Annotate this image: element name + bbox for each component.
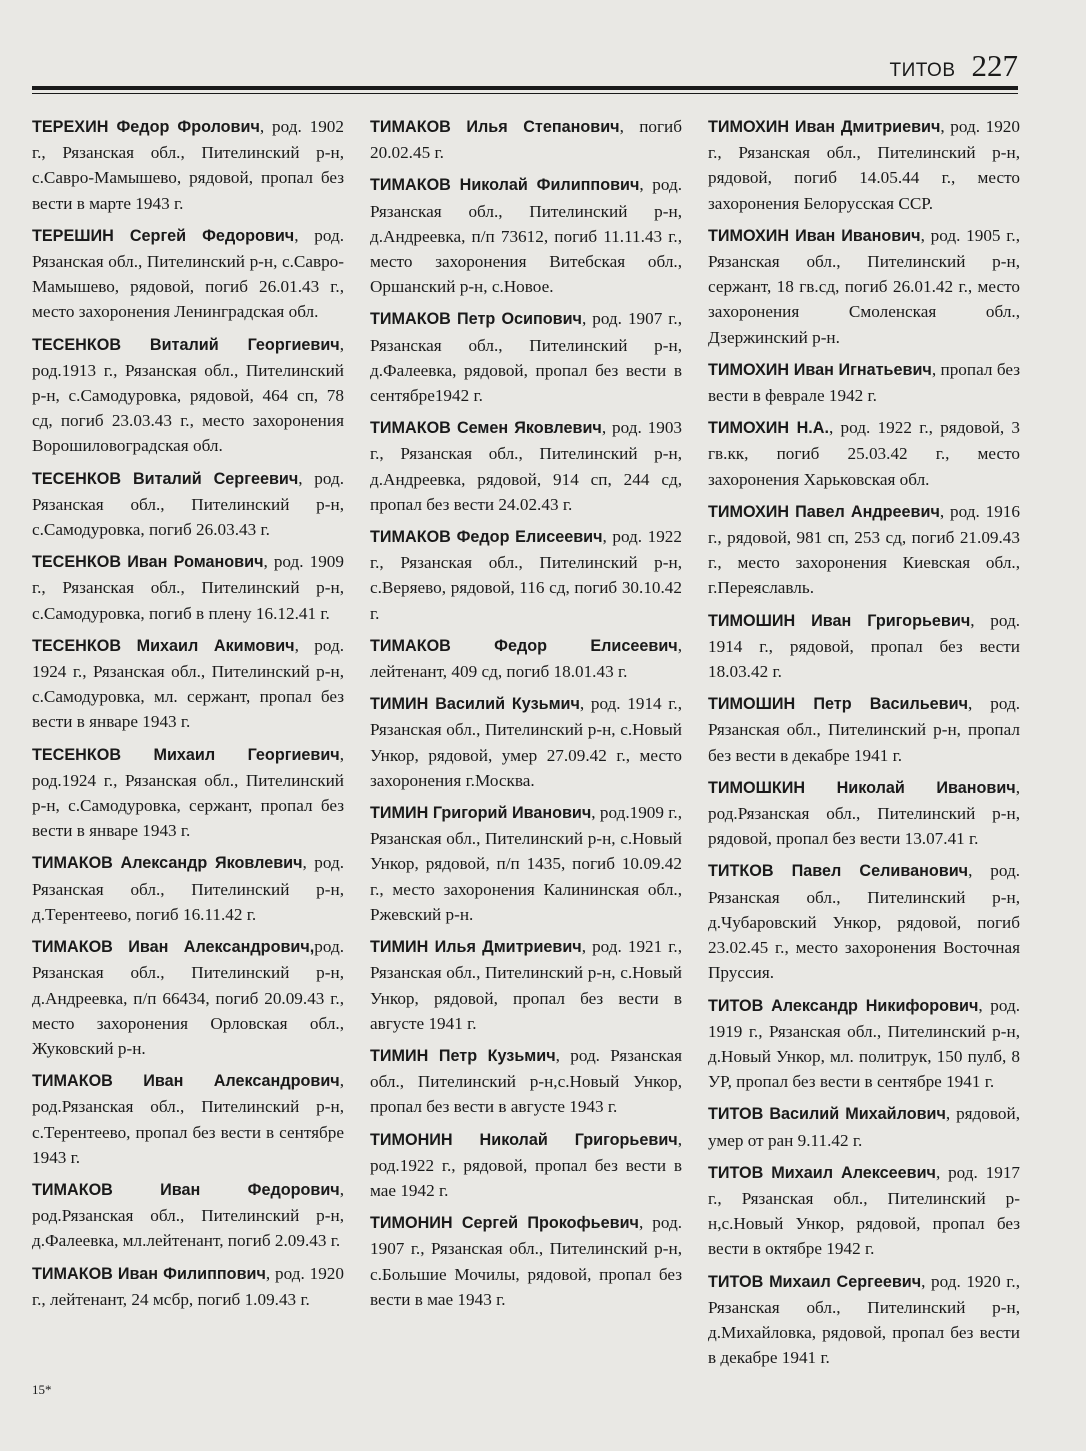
entry-name: ТИМАКОВ Федор Елисеевич [370, 528, 603, 547]
entry-name: ТИМАКОВ Иван Филиппович [32, 1264, 266, 1283]
entry-details: , род. Рязанская обл., Пителинский р-н, с.Самодуровка, погиб 26.03.43 г. [32, 468, 344, 540]
entry-name: ТИМАКОВ Иван Александрович [32, 1072, 340, 1091]
entry [32, 223, 344, 325]
entry [708, 608, 1020, 685]
entry-name: ТИМОХИН Иван Игнатьевич [708, 360, 932, 379]
entry [32, 934, 344, 1061]
entry-details: , род. 1919 г., Рязанская обл., Пителинский р-н, д.Новый Ункор, мл. политрук, 150 пулб, 8 УР, пропал без вести в сентябре 1941 г. [708, 995, 1020, 1092]
entry-details: , погиб 20.02.45 г. [370, 117, 682, 163]
entry [32, 742, 344, 844]
entry-name: ТИМОНИН Николай Григорьевич [370, 1130, 678, 1149]
entry-details: , род. 1921 г., Рязанская обл., Пителинский р-н, с.Новый Ункор, рядовой, пропал без вести в августе 1941 г. [370, 937, 682, 1033]
entry-name: ТИМИН Петр Кузьмич [370, 1046, 556, 1065]
entry-name: ТИТОВ Василий Михайлович [708, 1105, 946, 1124]
entry-name: ТИМОХИН Павел Андреевич [708, 502, 940, 521]
entry-details: , род.1909 г., Рязанская обл., Пителинский р-н, с.Новый Ункор, рядовой, п/п 1435, погиб 10.09.42 г., место захоронения Калининская обл., Ржевский р-н. [370, 803, 682, 924]
entry-details: , род. 1914 г., рядовой, пропал без вести 18.03.42 г. [708, 610, 1021, 682]
entry [32, 633, 344, 735]
entry-details: , род. 1920 г., Рязанская обл., Пителинский р-н, д.Михайловка, рядовой, пропал без вести в декабре 1941 г. [708, 1271, 1020, 1368]
entry-details: , род. Рязанская обл., Пителинский р-н,с.Новый Ункор, пропал без вести в августе 1943 г. [370, 1045, 682, 1117]
entry [708, 499, 1020, 601]
entry [370, 114, 682, 165]
signature-mark: 15* [32, 1382, 52, 1397]
entry [708, 1160, 1020, 1262]
entry-details: , род. Рязанская обл., Пителинский р-н, с.Савро-Мамышево, рядовой, погиб 26.01.43 г., место захоронения Ленинградская обл. [32, 225, 345, 322]
entry [370, 1043, 682, 1120]
entry-name: ТИТОВ Александр Никифорович [708, 996, 979, 1015]
entry-details: , род.Рязанская обл., Пителинский р-н, рядовой, пропал без вести 13.07.41 г. [708, 777, 1020, 849]
entry-details: , род. 1920 г., лейтенант, 24 мсбр, погиб 1.09.43 г. [32, 1263, 344, 1309]
entry-name: ТИМАКОВ Семен Яковлевич [370, 419, 602, 438]
entry-details: , род. Рязанская обл., Пителинский р-н, пропал без вести в декабре 1941 г. [708, 694, 1020, 765]
entry-details: , пропал без вести в феврале 1942 г. [708, 359, 1021, 406]
header-rule-thick [32, 86, 1018, 90]
entry-details: , род. Рязанская обл., Пителинский р-н, д.Терентеево, погиб 16.11.42 г. [32, 853, 345, 924]
entry-details: , род. 1905 г., Рязанская обл., Пителинский р-н, сержант, 18 гв.сд, погиб 26.01.42 г., место захоронения Смоленская обл., Дзержинский р-н. [708, 225, 1021, 347]
page-header [32, 48, 1018, 83]
entry-details: , род. 1902 г., Рязанская обл., Пителинский р-н, с.Савро-Мамышево, рядовой, пропал без вести в марте 1943 г. [32, 117, 344, 213]
entry [708, 114, 1020, 216]
entry-name: ТЕРЕХИН Федор Фролович [32, 118, 260, 136]
entry-name: ТИМОШИН Петр Васильевич [708, 695, 968, 714]
header-rule-thin [32, 93, 1018, 94]
entry-details: , род. 1922 г., рядовой, 3 гв.кк, погиб 25.03.42 г., место захоронения Харьковская обл. [708, 418, 1020, 489]
entry-details: род. Рязанская обл., Пителинский р-н, д.Андреевка, п/п 66434, погиб 20.09.43 г., место захоронения Орловская обл., Жуковский р-н. [32, 937, 344, 1058]
entry-name: ТИМАКОВ Федор Елисеевич [370, 636, 678, 655]
entry-details: , род.1924 г., Рязанская обл., Пителинский р-н, с.Самодуровка, сержант, пропал без вести в январе 1943 г. [32, 744, 344, 841]
entry-details: , род.Рязанская обл., Пителинский р-н, д.Фалеевка, мл.лейтенант, погиб 2.09.43 г. [32, 1179, 344, 1251]
entry-details: , род. 1907 г., Рязанская обл., Пителинский р-н, д.Фалеевка, рядовой, пропал без вести в сентябре1942 г. [370, 309, 683, 406]
column-middle [370, 114, 682, 1354]
entry [370, 934, 682, 1036]
entry-name: ТИТКОВ Павел Селиванович [708, 862, 969, 881]
entry [370, 1127, 682, 1204]
entry-name: ТЕРЕШИН Сергей Федорович [32, 226, 295, 245]
entry-name: ТИМИН Григорий Иванович [370, 804, 592, 823]
entry [370, 1210, 682, 1312]
entry [32, 850, 344, 927]
entry [370, 691, 682, 793]
entry-name: ТИМАКОВ Иван Александрович, [32, 938, 315, 957]
entry-details: , род. 1924 г., Рязанская обл., Пителинский р-н, с.Самодуровка, мл. сержант, пропал без вести в январе 1943 г. [32, 635, 344, 732]
entry-name: ТИМОШКИН Николай Иванович [708, 778, 1016, 797]
entry [370, 415, 682, 517]
entry-name: ТЕСЕНКОВ Михаил Георгиевич [32, 745, 340, 764]
entry-details: , род. 1903 г., Рязанская обл., Пителинский р-н, д.Андреевка, рядовой, 914 сп, 244 сд, пропал без вести 24.02.43 г. [370, 418, 683, 514]
entry-name: ТИМОХИН Иван Иванович [708, 226, 921, 245]
entry-name: ТИМОХИН Н.А. [708, 419, 829, 438]
entry-name: ТИМОШИН Иван Григорьевич [708, 611, 971, 630]
entry [708, 1101, 1020, 1152]
running-head: ТИТОВ [889, 60, 956, 81]
entry-details: , род. 1922 г., Рязанская обл., Пителинский р-н, с.Веряево, рядовой, 116 сд, погиб 30.10.42 г. [370, 527, 682, 623]
entry [32, 1177, 344, 1254]
entry-name: ТИТОВ Михаил Алексеевич [708, 1163, 936, 1182]
entry [708, 691, 1020, 768]
entry-details: , род. 1907 г., Рязанская обл., Пителинский р-н, с.Большие Мочилы, рядовой, пропал без вести в мае 1943 г. [370, 1213, 683, 1309]
entry [708, 223, 1020, 350]
entry-name: ТЕСЕНКОВ Виталий Сергеевич [32, 469, 299, 488]
entry-name: ТЕСЕНКОВ Виталий Георгиевич [32, 335, 340, 354]
entry-details: , род. 1909 г., Рязанская обл., Пителинский р-н, с.Самодуровка, погиб в плену 16.12.41 г. [32, 552, 344, 623]
entry [708, 775, 1020, 852]
entry [32, 332, 344, 459]
entry [708, 993, 1020, 1095]
entry [708, 415, 1020, 492]
entry-details: , род. Рязанская обл., Пителинский р-н, д.Чубаровский Ункор, рядовой, погиб 23.02.45 г., место захоронения Восточная Пруссия. [708, 861, 1020, 983]
entry [32, 549, 344, 626]
entry-name: ТИМАКОВ Илья Степанович [370, 118, 620, 136]
entry [370, 633, 682, 684]
entry [32, 1261, 344, 1312]
entry-details: , род.Рязанская обл., Пителинский р-н, с.Терентеево, пропал без вести в сентябре 1943 г. [32, 1071, 344, 1167]
entry [708, 1269, 1020, 1371]
entry-name: ТИМАКОВ Александр Яковлевич [32, 854, 303, 873]
entry-name: ТЕСЕНКОВ Михаил Акимович [32, 636, 295, 655]
entry [708, 357, 1020, 408]
entry-details: , рядовой, умер от ран 9.11.42 г. [708, 1104, 1020, 1150]
entry-name: ТИМИН Василий Кузьмич [370, 695, 580, 714]
entry-details: , лейтенант, 409 сд, погиб 18.01.43 г. [370, 635, 682, 682]
entry-name: ТИМОНИН Сергей Прокофьевич [370, 1214, 639, 1233]
entry-details: , род. 1914 г., Рязанская обл., Пителинский р-н, с.Новый Ункор, рядовой, умер 27.09.42 г., место захоронения г.Москва. [370, 694, 682, 790]
entry [370, 172, 682, 299]
entry-details: , род. Рязанская обл., Пителинский р-н, д.Андреевка, п/п 73612, погиб 11.11.43 г., место захоронения Витебская обл., Оршанский р-н, с.Новое. [370, 175, 683, 297]
entry-details: , род. 1917 г., Рязанская обл., Пителинский р-н,с.Новый Ункор, рядовой, пропал без вести в октябре 1942 г. [708, 1162, 1021, 1259]
entry [32, 114, 344, 216]
entry-details: , род.1913 г., Рязанская обл., Пителинский р-н, с.Самодуровка, рядовой, 464 сп, 78 сд, погиб 23.03.43 г., место захоронения Ворошиловоградская обл. [32, 334, 344, 456]
text-columns [32, 114, 1021, 1368]
column-left [32, 114, 344, 1354]
entry [370, 800, 682, 927]
entry-name: ТИТОВ Михаил Сергеевич [708, 1272, 922, 1291]
entry-name: ТИМАКОВ Петр Осипович [370, 310, 582, 329]
entry-name: ТИМИН Илья Дмитриевич [370, 938, 582, 957]
entry-details: , род. 1916 г., рядовой, 981 сп, 253 сд, погиб 21.09.43 г., место захоронения Киевская обл., г.Переяславль. [708, 501, 1020, 598]
entry [370, 306, 682, 408]
entry [370, 524, 682, 626]
entry-name: ТИМОХИН Иван Дмитриевич [708, 118, 941, 136]
entry [708, 858, 1020, 985]
entry-name: ТИМАКОВ Николай Филиппович [370, 176, 640, 195]
page-number: 227 [971, 48, 1018, 83]
entry [32, 466, 344, 543]
entry [32, 1068, 344, 1170]
entry-details: , род.1922 г., рядовой, пропал без вести в мае 1942 г. [370, 1129, 682, 1200]
column-right [708, 114, 1021, 1368]
entry-name: ТИМАКОВ Иван Федорович [32, 1180, 340, 1199]
entry-name: ТЕСЕНКОВ Иван Романович [32, 553, 264, 572]
entry-details: , род. 1920 г., Рязанская обл., Пителинский р-н, рядовой, погиб 14.05.44 г., место захоронения Белорусская ССР. [708, 117, 1020, 213]
